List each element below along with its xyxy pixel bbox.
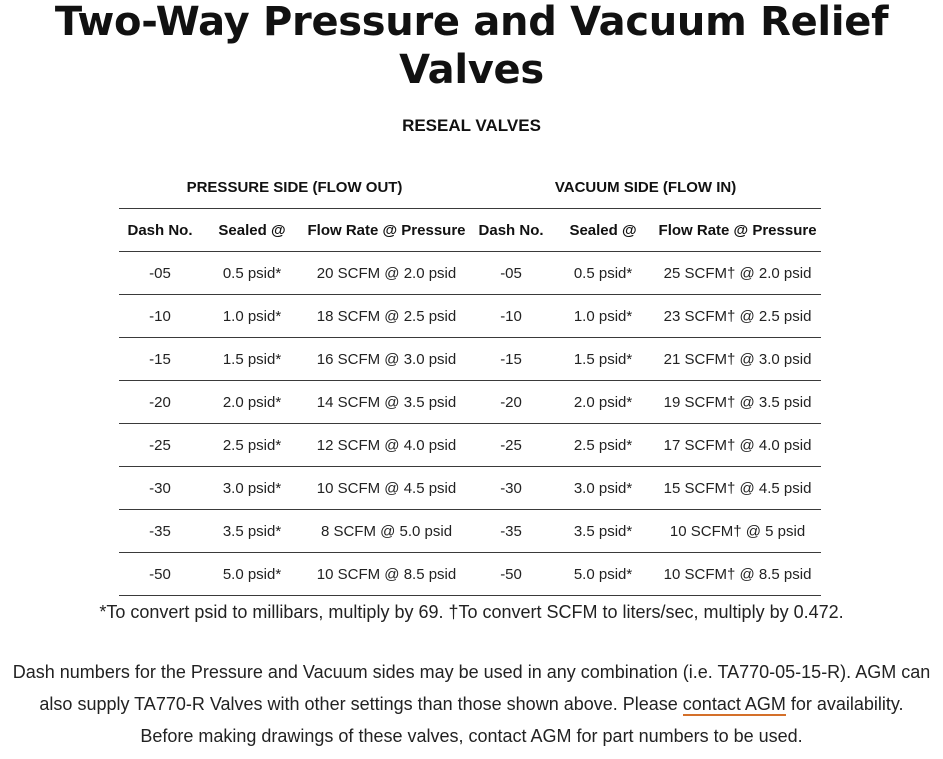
contact-agm-link[interactable]: contact AGM bbox=[682, 694, 786, 714]
table-row bbox=[119, 424, 821, 467]
pressure-dash-no-cell: -10 bbox=[119, 295, 201, 338]
vacuum-side-header: VACUUM SIDE (FLOW IN) bbox=[470, 166, 821, 209]
table-row bbox=[119, 295, 821, 338]
table-row bbox=[119, 252, 821, 295]
pressure-flow-rate-cell: 10 SCFM @ 8.5 psid bbox=[303, 553, 470, 596]
column-header-vacuum-sealed: Sealed @ bbox=[552, 209, 654, 252]
column-header-pressure-dash-no: Dash No. bbox=[119, 209, 201, 252]
vacuum-dash-no-cell: -15 bbox=[470, 338, 552, 381]
vacuum-flow-rate-cell: 19 SCFM† @ 3.5 psid bbox=[654, 381, 821, 424]
table-row bbox=[119, 338, 821, 381]
vacuum-flow-rate-cell: 23 SCFM† @ 2.5 psid bbox=[654, 295, 821, 338]
page-title: Two-Way Pressure and Vacuum Relief Valves bbox=[54, 0, 889, 93]
table-column-header-row bbox=[119, 209, 821, 252]
vacuum-flow-rate-cell: 10 SCFM† @ 5 psid bbox=[654, 510, 821, 553]
conversion-footnote: *To convert psid to millibars, multiply by 69. †To convert SCFM to liters/sec, multiply by 0.472. bbox=[99, 602, 844, 622]
vacuum-dash-no-cell: -50 bbox=[470, 553, 552, 596]
vacuum-flow-rate-cell: 15 SCFM† @ 4.5 psid bbox=[654, 467, 821, 510]
vacuum-flow-rate-cell: 25 SCFM† @ 2.0 psid bbox=[654, 252, 821, 295]
table-group-header-row bbox=[119, 166, 821, 209]
pressure-sealed-cell: 3.5 psid* bbox=[201, 510, 303, 553]
vacuum-flow-rate-cell: 17 SCFM† @ 4.0 psid bbox=[654, 424, 821, 467]
pressure-dash-no-cell: -50 bbox=[119, 553, 201, 596]
pressure-sealed-cell: 2.0 psid* bbox=[201, 381, 303, 424]
vacuum-sealed-cell: 2.5 psid* bbox=[552, 424, 654, 467]
pressure-dash-no-cell: -20 bbox=[119, 381, 201, 424]
column-header-vacuum-flow-rate: Flow Rate @ Pressure bbox=[654, 209, 821, 252]
pressure-dash-no-cell: -35 bbox=[119, 510, 201, 553]
vacuum-dash-no-cell: -30 bbox=[470, 467, 552, 510]
vacuum-sealed-cell: 0.5 psid* bbox=[552, 252, 654, 295]
pressure-dash-no-cell: -25 bbox=[119, 424, 201, 467]
pressure-flow-rate-cell: 18 SCFM @ 2.5 psid bbox=[303, 295, 470, 338]
pressure-flow-rate-cell: 14 SCFM @ 3.5 psid bbox=[303, 381, 470, 424]
section-subtitle: RESEAL VALVES bbox=[402, 116, 541, 135]
pressure-sealed-cell: 3.0 psid* bbox=[201, 467, 303, 510]
vacuum-flow-rate-cell: 21 SCFM† @ 3.0 psid bbox=[654, 338, 821, 381]
paragraph-text-before-link: Dash numbers for the Pressure and Vacuum sides may be used in any combination (i.e. TA770-05-15-R). AGM can also supply TA770-R Valves with other settings than those shown above. Please bbox=[12, 662, 931, 714]
vacuum-sealed-cell: 2.0 psid* bbox=[552, 381, 654, 424]
vacuum-flow-rate-cell: 10 SCFM† @ 8.5 psid bbox=[654, 553, 821, 596]
column-header-pressure-sealed: Sealed @ bbox=[201, 209, 303, 252]
pressure-flow-rate-cell: 8 SCFM @ 5.0 psid bbox=[303, 510, 470, 553]
pressure-sealed-cell: 2.5 psid* bbox=[201, 424, 303, 467]
column-header-pressure-flow-rate: Flow Rate @ Pressure bbox=[303, 209, 470, 252]
pressure-flow-rate-cell: 20 SCFM @ 2.0 psid bbox=[303, 252, 470, 295]
pressure-flow-rate-cell: 10 SCFM @ 4.5 psid bbox=[303, 467, 470, 510]
paragraph-text-after-link: for availability. Before making drawings of these valves, contact AGM for part numbers to be used. bbox=[140, 694, 904, 746]
table-row bbox=[119, 553, 821, 596]
pressure-flow-rate-cell: 16 SCFM @ 3.0 psid bbox=[303, 338, 470, 381]
vacuum-dash-no-cell: -25 bbox=[470, 424, 552, 467]
vacuum-dash-no-cell: -05 bbox=[470, 252, 552, 295]
reseal-valves-table bbox=[119, 166, 821, 596]
vacuum-sealed-cell: 5.0 psid* bbox=[552, 553, 654, 596]
vacuum-dash-no-cell: -35 bbox=[470, 510, 552, 553]
pressure-sealed-cell: 1.0 psid* bbox=[201, 295, 303, 338]
pressure-sealed-cell: 0.5 psid* bbox=[201, 252, 303, 295]
pressure-sealed-cell: 1.5 psid* bbox=[201, 338, 303, 381]
vacuum-sealed-cell: 3.0 psid* bbox=[552, 467, 654, 510]
pressure-dash-no-cell: -15 bbox=[119, 338, 201, 381]
vacuum-sealed-cell: 3.5 psid* bbox=[552, 510, 654, 553]
availability-paragraph bbox=[12, 656, 931, 752]
vacuum-dash-no-cell: -10 bbox=[470, 295, 552, 338]
table-row bbox=[119, 510, 821, 553]
column-header-vacuum-dash-no: Dash No. bbox=[470, 209, 552, 252]
pressure-side-header: PRESSURE SIDE (FLOW OUT) bbox=[119, 166, 470, 209]
pressure-flow-rate-cell: 12 SCFM @ 4.0 psid bbox=[303, 424, 470, 467]
table-row bbox=[119, 381, 821, 424]
pressure-dash-no-cell: -30 bbox=[119, 467, 201, 510]
vacuum-dash-no-cell: -20 bbox=[470, 381, 552, 424]
table-row bbox=[119, 467, 821, 510]
vacuum-sealed-cell: 1.5 psid* bbox=[552, 338, 654, 381]
vacuum-sealed-cell: 1.0 psid* bbox=[552, 295, 654, 338]
pressure-sealed-cell: 5.0 psid* bbox=[201, 553, 303, 596]
pressure-dash-no-cell: -05 bbox=[119, 252, 201, 295]
